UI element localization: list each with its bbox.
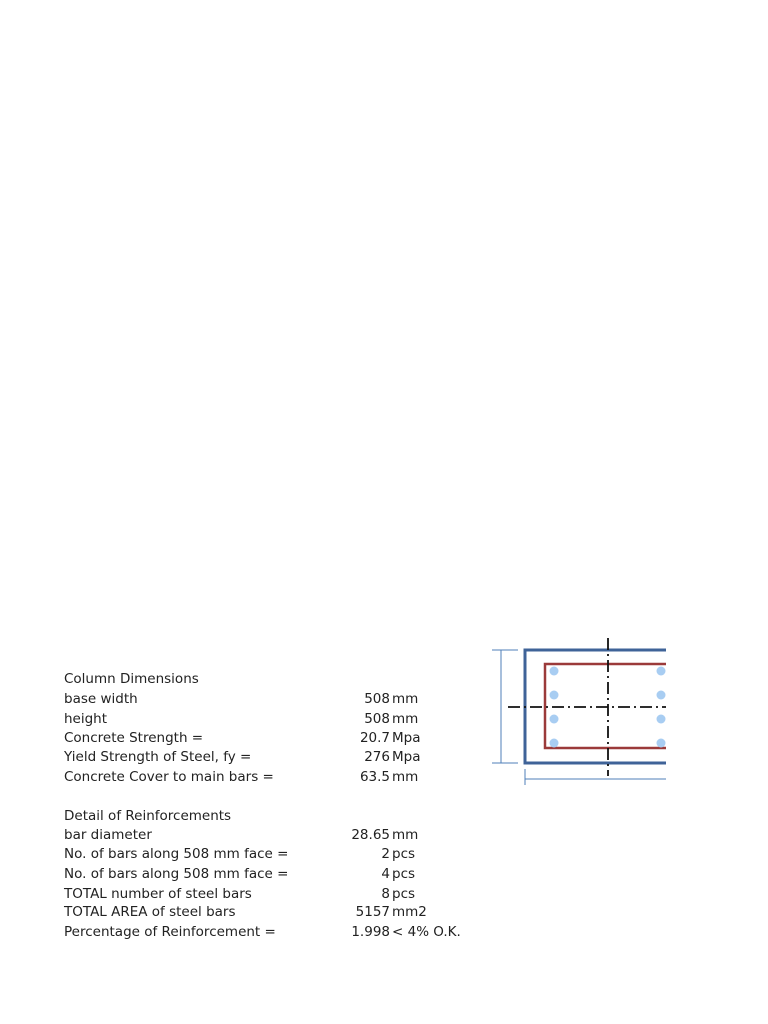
row-label: Yield Strength of Steel, fy = (64, 749, 252, 765)
row-unit: Mpa (392, 730, 421, 746)
row-label: Concrete Strength = (64, 730, 204, 746)
row-label: TOTAL AREA of steel bars (64, 904, 236, 920)
row-unit: Mpa (392, 749, 421, 765)
row-value: 276 (364, 749, 390, 765)
row-value: 1.998 (351, 924, 390, 940)
row-unit: pcs (392, 866, 416, 882)
row-value: 2 (381, 846, 390, 862)
row-unit: pcs (392, 886, 416, 902)
row-value: 5157 (355, 904, 390, 920)
row-label: Percentage of Reinforcement = (64, 924, 276, 940)
row-label: bar diameter (64, 827, 152, 843)
row-value: 20.7 (359, 730, 390, 746)
row-label: No. of bars along 508 mm face = (64, 866, 289, 882)
row-value: 508 (364, 711, 390, 727)
column-section-diagram (490, 636, 670, 788)
row-label: height (64, 711, 108, 727)
section-heading: Column Dimensions (64, 671, 199, 687)
rebar (657, 715, 666, 724)
row-value: 508 (364, 691, 390, 707)
row-unit: mm (392, 769, 419, 785)
row-unit: < 4% O.K. (392, 924, 461, 940)
row-label: base width (64, 691, 138, 707)
rebar (550, 715, 559, 724)
row-value: 8 (381, 886, 390, 902)
row-label: TOTAL number of steel bars (64, 886, 252, 902)
rebar (550, 667, 559, 676)
column-section-svg (490, 636, 670, 788)
row-value: 63.5 (359, 769, 390, 785)
rebar (657, 691, 666, 700)
section-heading: Detail of Reinforcements (64, 808, 232, 824)
row-unit: mm (392, 691, 419, 707)
rebar (657, 739, 666, 748)
rebar (550, 739, 559, 748)
row-unit: mm (392, 711, 419, 727)
rebar (550, 691, 559, 700)
row-value: 28.65 (351, 827, 390, 843)
row-unit: pcs (392, 846, 416, 862)
row-label: No. of bars along 508 mm face = (64, 846, 289, 862)
row-unit: mm2 (392, 904, 427, 920)
row-label: Concrete Cover to main bars = (64, 769, 274, 785)
tie-outline (545, 664, 666, 748)
rebar (657, 667, 666, 676)
row-value: 4 (381, 866, 390, 882)
row-unit: mm (392, 827, 419, 843)
